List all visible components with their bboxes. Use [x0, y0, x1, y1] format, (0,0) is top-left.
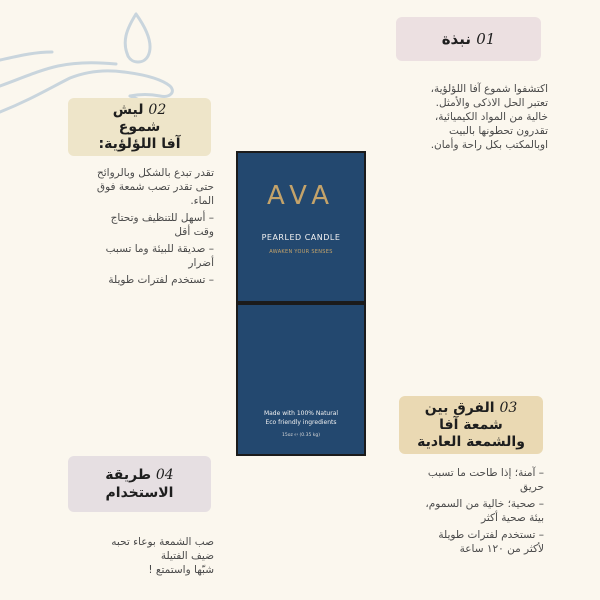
- section-02-title-badge: [68, 98, 211, 156]
- text-line: اوبالمكتب بكل راحة وأمان.: [430, 139, 548, 151]
- text-line: أضرار: [188, 257, 214, 269]
- section-03-text: [376, 466, 544, 556]
- section-03-title-line: الفرق بين: [424, 399, 495, 416]
- section-03-title-badge: [399, 396, 543, 454]
- text-line: – صديقة للبيئة وما تسبب: [105, 243, 214, 255]
- brand-logo: AVA: [266, 181, 336, 211]
- section-02-title-line: ليش: [112, 101, 144, 118]
- section-02-title-line: آفا اللؤلؤية:: [98, 135, 181, 152]
- ingredients-line: Made with 100% Natural: [263, 410, 339, 417]
- text-line: اكتشفوا شموع آفا اللؤلؤية،: [430, 83, 548, 95]
- text-line: تقدر تبدع بالشكل وبالروائح: [96, 167, 214, 179]
- text-line: شبّها واستمتع !: [148, 564, 214, 576]
- text-line: – تستخدم لفترات طويلة: [438, 529, 544, 541]
- text-line: – أسهل للتنظيف وتحتاج: [110, 212, 214, 224]
- section-04-title-line: الاستخدام: [105, 485, 174, 501]
- candle-box-body: [236, 303, 366, 456]
- section-03-title-line: والشمعة العادية: [417, 433, 525, 450]
- product-name: PEARLED CANDLE: [261, 233, 341, 242]
- text-line: لأكثر من ١٢٠ ساعة: [459, 543, 544, 555]
- section-04-title-line: طريقة: [105, 467, 152, 483]
- ingredients-line: Eco friendly ingredients: [265, 419, 337, 426]
- product-weight: 15oz ℮ (0.35 kg): [282, 433, 320, 438]
- product-tagline: AWAKEN YOUR SENSES: [269, 249, 333, 255]
- text-line: حريق: [520, 481, 544, 493]
- flame-icon: [125, 14, 150, 62]
- text-line: خالية من المواد الكيميائية،: [434, 111, 548, 123]
- section-04-title-badge: [68, 456, 211, 512]
- text-line: تعتبر الحل الاذكى والأمثل.: [435, 97, 548, 109]
- section-01-number: 01: [476, 30, 496, 48]
- text-line: حتى تقدر تصب شمعة فوق: [96, 181, 214, 193]
- text-line: تقدرون تحطونها بالبيت: [449, 125, 548, 137]
- section-02-text: [68, 166, 214, 287]
- candle-box-lid: [236, 151, 366, 303]
- text-line: وقت أقل: [174, 226, 214, 238]
- text-line: ضيف الفتيلة: [160, 550, 214, 562]
- section-01-title-badge: [396, 17, 541, 61]
- product-ingredients: [238, 409, 364, 427]
- text-line: – تستخدم لفترات طويلة: [108, 274, 214, 286]
- section-04-text: [68, 535, 214, 577]
- text-line: صب الشمعة بوعاء تحبه: [111, 536, 214, 548]
- section-01-text: [380, 82, 548, 152]
- text-line: بيئة صحية أكثر: [481, 512, 544, 524]
- text-line: – صحية؛ خالية من السموم،: [425, 498, 544, 510]
- section-04-number: 04: [155, 467, 174, 483]
- text-line: الماء.: [190, 195, 214, 207]
- section-03-title-line: شمعة آفا: [439, 416, 503, 433]
- section-01-title: نبذة: [441, 30, 471, 48]
- section-03-number: 03: [499, 399, 518, 416]
- section-02-title-line: شموع: [118, 118, 161, 135]
- text-line: – آمنة؛ إذا طاحت ما تسبب: [427, 467, 544, 479]
- section-02-number: 02: [148, 101, 167, 118]
